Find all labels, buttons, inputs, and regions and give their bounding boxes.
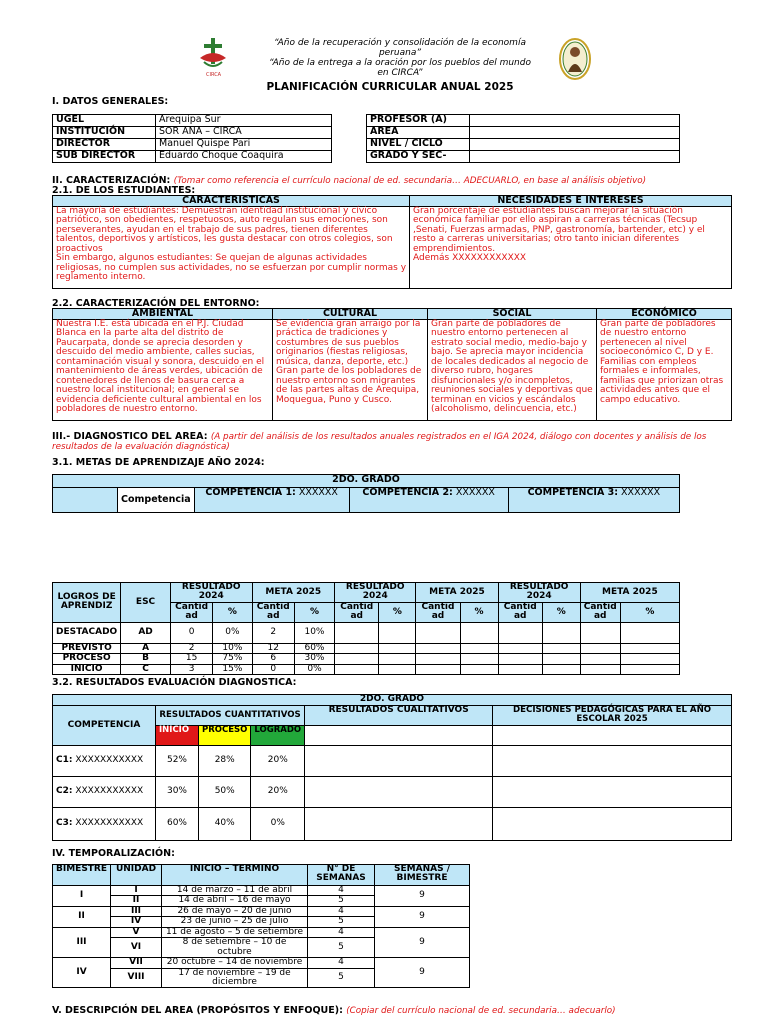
unidad-cell: II — [111, 896, 162, 906]
comp-code: C3: — [56, 818, 73, 829]
comp-name: XXXXXXXXXXX — [75, 818, 144, 829]
section-5-note: (Copiar del currículo nacional de ed. secundaria… adecuarlo) — [346, 1006, 616, 1016]
col-necesidades: NECESIDADES E INTERESES — [410, 196, 732, 207]
section-4-title: IV. TEMPORALIZACIÓN: — [52, 848, 175, 859]
comp-2-label: COMPETENCIA 2: — [362, 487, 453, 498]
motto-line-1: “Año de la recuperación y consolidación de la economía — [274, 38, 526, 48]
field-label: AREA — [367, 127, 470, 139]
dates-cell: 26 de mayo – 20 de junio — [162, 906, 308, 916]
decision-cell[interactable] — [493, 808, 732, 841]
weeks-cell: 5 — [308, 938, 375, 958]
caracteristicas-cell — [53, 207, 410, 289]
field-value: Manuel Quispe Pari — [156, 139, 332, 151]
competencia-cell — [53, 746, 156, 777]
cultural-text: Se evidencia gran arraigo por la práctica de tradiciones y costumbres de sus pueblos originarios (fiestas religiosas, música, danza, deporte, etc.) Gran parte de los pobladores de nuestro entorno son migrantes de las partes altas de Arequipa, Moquegua, Puno y Cusco. — [273, 320, 428, 421]
pct-header: % — [542, 602, 580, 622]
dates-cell: 14 de marzo – 11 de abril — [162, 886, 308, 896]
logro-name: INICIO — [53, 664, 121, 674]
logrado-value: 0% — [251, 808, 305, 841]
subsection-3-1: 3.1. METAS DE APRENDIZAJE AÑO 2024: — [52, 457, 265, 468]
necesidades-text-1: Gran porcentaje de estudiantes buscan mejorar la situación económica familiar por ello aspiran a carreras técnicas (Tecsup ,Senati, Fuerzas armadas, PNP, gastronomía, bartender, etc) y el resto a carreras universitarias; otro tanto inician diferentes emprendimientos. — [413, 206, 705, 254]
cualitativos-header: RESULTADOS CUALITATIVOS — [305, 706, 493, 726]
decision-cell[interactable] — [493, 746, 732, 777]
motto-line-2: peruana” — [378, 48, 422, 59]
section-5-title: V. DESCRIPCIÓN DEL AREA (PROPÓSITOS Y ENFOQUE): — [52, 1005, 343, 1016]
dates-cell: 23 de junio – 25 de julio — [162, 917, 308, 927]
comp-1-header — [194, 488, 349, 513]
table-row — [53, 664, 680, 674]
proceso-value: 28% — [199, 746, 251, 777]
logro-name: PROCESO — [53, 654, 121, 664]
table-row — [53, 906, 470, 916]
comp-code: C2: — [56, 786, 73, 797]
environment-table — [52, 308, 732, 421]
bim-weeks-cell: 9 — [375, 958, 470, 988]
general-data-left — [52, 114, 332, 163]
weeks-cell: 4 — [308, 958, 375, 968]
meta-pct: 0% — [294, 664, 334, 674]
inicio-label: INICIO — [159, 725, 190, 735]
section-3-heading — [52, 432, 732, 452]
comp-name: XXXXXXXXXXX — [75, 786, 144, 797]
competencia-cell — [53, 777, 156, 808]
meta-cant: 2 — [252, 622, 294, 643]
field-label: SUB DIRECTOR — [53, 151, 156, 163]
field-value: Eduardo Choque Coaquira — [156, 151, 332, 163]
pct-header: % — [460, 602, 498, 622]
proceso-value: 40% — [199, 808, 251, 841]
logro-esc: C — [121, 664, 171, 674]
cant-header: Cantid ad — [335, 602, 379, 622]
inicio-header — [156, 726, 199, 746]
bim-weeks-cell: 9 — [375, 886, 470, 907]
blank-cell — [53, 488, 118, 513]
unidad-cell: V — [111, 927, 162, 937]
table-row — [53, 808, 732, 841]
caracteristicas-text-2: Sin embargo, algunos estudiantes: Se quejan de algunas actividades religiosas, no cumplen sus actividades, no se esfuerzan por cumplir normas y reglamento interno. — [56, 253, 407, 283]
inicio-value: 30% — [156, 777, 199, 808]
meta-2025-header-2: META 2025 — [416, 583, 498, 603]
bimestre-header: BIMESTRE — [53, 865, 111, 886]
section-3-note: (A partir del análisis de los resultados anuales registrados en el IGA 2024, diálogo con docentes y análisis de los resultados de la evaluación diagnóstica) — [52, 432, 707, 453]
logrado-header: LOGRADO — [251, 726, 305, 746]
res-cant: 3 — [170, 664, 212, 674]
proceso-value: 50% — [199, 777, 251, 808]
dates-cell: 8 de setiembre – 10 de octubre — [162, 938, 308, 958]
meta-2025-header-3: META 2025 — [580, 583, 679, 603]
table-row — [53, 746, 732, 777]
logrado-value: 20% — [251, 746, 305, 777]
logros-header: LOGROS DE APRENDIZ — [53, 583, 121, 623]
students-table — [52, 195, 732, 289]
bimestre-cell: II — [53, 906, 111, 927]
res-cant: 15 — [170, 654, 212, 664]
res-pct: 15% — [213, 664, 252, 674]
cant-header: Cantid ad — [498, 602, 542, 622]
header-mottos — [240, 38, 560, 78]
meta-cant: 12 — [252, 643, 294, 653]
field-value[interactable] — [470, 139, 680, 151]
logro-name: PREVISTO — [53, 643, 121, 653]
comp-2-header — [349, 488, 508, 513]
logrado-value: 20% — [251, 777, 305, 808]
weeks-cell: 4 — [308, 927, 375, 937]
weeks-cell: 5 — [308, 968, 375, 988]
field-value[interactable] — [470, 151, 680, 163]
cant-header: Cantid ad — [252, 602, 294, 622]
saint-emblem — [559, 38, 591, 80]
bim-weeks-cell: 9 — [375, 906, 470, 927]
logro-name: DESTACADO — [53, 622, 121, 643]
inicio-value: 60% — [156, 808, 199, 841]
necesidades-text-2: Además XXXXXXXXXXXX — [413, 253, 527, 264]
dates-cell: 14 de abril – 16 de mayo — [162, 896, 308, 906]
unidad-cell: III — [111, 906, 162, 916]
table-row — [53, 886, 470, 896]
logo-text: CIRCA — [206, 72, 222, 78]
field-label: PROFESOR (A) — [367, 115, 470, 127]
social-text: Gran parte de pobladores de nuestro entorno pertenecen al estrato social medio, medio-bajo y bajo. Se aprecia mayor incidencia de locales dedicados al negocio de diverso rubro, hogares disfuncionales y/o incompletos, reuniones sociales y deportivas que terminan en vicios y escándalos (alcoholismo, delincuencia, etc.) — [428, 320, 597, 421]
schedule-table — [52, 864, 470, 988]
subsection-3-2: 3.2. RESULTADOS EVALUACIÓN DIAGNOSTICA: — [52, 677, 297, 688]
grado-label: 2DO. GRADO — [53, 695, 732, 706]
cant-header: Cantid ad — [416, 602, 460, 622]
inicio-termino-header: INICIO – TERMINO — [162, 865, 308, 886]
meta-pct: 60% — [294, 643, 334, 653]
decision-cell[interactable] — [493, 777, 732, 808]
meta-2025-header-1: META 2025 — [252, 583, 334, 603]
res-2024-header-1: RESULTADO 2024 — [170, 583, 252, 603]
table-row — [53, 654, 680, 664]
dates-cell: 17 de noviembre – 19 de diciembre — [162, 968, 308, 988]
cant-header: Cantid ad — [170, 602, 212, 622]
unidad-cell: VIII — [111, 968, 162, 988]
page-title: PLANIFICACIÓN CURRICULAR ANUAL 2025 — [266, 81, 514, 93]
cualitativo-cell[interactable] — [305, 808, 493, 841]
section-5-heading — [52, 1005, 732, 1016]
res-pct: 75% — [213, 654, 252, 664]
res-2024-header-2: RESULTADO 2024 — [335, 583, 416, 603]
semanas-header: N° DE SEMANAS — [308, 865, 375, 886]
dates-cell: 11 de agosto – 5 de setiembre — [162, 927, 308, 937]
meta-cant: 6 — [252, 654, 294, 664]
unidad-cell: IV — [111, 917, 162, 927]
grado-label: 2DO. GRADO — [53, 475, 680, 488]
meta-cant: 0 — [252, 664, 294, 674]
metas-competencias-table — [52, 474, 680, 513]
weeks-cell: 5 — [308, 917, 375, 927]
cualitativo-blank — [305, 726, 493, 746]
inicio-value: 52% — [156, 746, 199, 777]
cualitativo-cell[interactable] — [305, 746, 493, 777]
cualitativo-cell[interactable] — [305, 777, 493, 808]
bimestre-cell: III — [53, 927, 111, 957]
field-value: SOR ANA – CIRCA — [156, 127, 332, 139]
pct-header: % — [213, 602, 252, 622]
table-row — [53, 958, 470, 968]
comp-3-header — [508, 488, 679, 513]
meta-pct: 10% — [294, 622, 334, 643]
field-label: INSTITUCIÓN — [53, 127, 156, 139]
esc-header: ESC — [121, 583, 171, 623]
semanas-bimestre-header: SEMANAS / BIMESTRE — [375, 865, 470, 886]
unidad-cell: VI — [111, 938, 162, 958]
unidad-header: UNIDAD — [111, 865, 162, 886]
table-row — [53, 622, 680, 643]
comp-2-name: XXXXXX — [455, 487, 495, 498]
weeks-cell: 5 — [308, 896, 375, 906]
motto-line-3: “Año de la entrega a la oración por los pueblos del mundo — [269, 58, 531, 69]
logro-esc: A — [121, 643, 171, 653]
comp-name: XXXXXXXXXXX — [75, 755, 144, 766]
unidad-cell: VII — [111, 958, 162, 968]
res-cant: 0 — [170, 622, 212, 643]
table-row — [53, 777, 732, 808]
field-value[interactable] — [470, 115, 680, 127]
col-social: SOCIAL — [428, 309, 597, 320]
weeks-cell: 4 — [308, 906, 375, 916]
ambiental-text: Nuestra I.E. está ubicada en el P.J. Ciudad Blanca en la parte alta del distrito de Paucarpata, donde se aprecia desorden y descuido del medio ambiente, calles sucias, contaminación visual y sonora, descuido en el mantenimiento de áreas verdes, ubicación de contenedores de llenos de basura cerca a nuestro local institucional; en general se evidencia deficiente cultural ambiental en los pobladores de nuestro entorno. — [53, 320, 273, 421]
section-2-note: (Tomar como referencia el currículo nacional de ed. secundaria… ADECUARLO, en base al análisis objetivo) — [173, 176, 647, 186]
comp-3-name: XXXXXX — [621, 487, 661, 498]
res-pct: 10% — [213, 643, 252, 653]
res-pct: 0% — [213, 622, 252, 643]
bimestre-cell: IV — [53, 958, 111, 988]
meta-pct: 30% — [294, 654, 334, 664]
subsection-2-1: 2.1. DE LOS ESTUDIANTES: — [52, 185, 196, 196]
bimestre-cell: I — [53, 886, 111, 907]
economico-text: Gran parte de pobladores de nuestro entorno pertenecen al nivel socioeconómico C, D y E. Familias con empleos formales e informales, familias que priorizan otras actividades antes que el campo educativo. — [597, 320, 732, 421]
decision-blank — [493, 726, 732, 746]
comp-1-name: XXXXXX — [298, 487, 338, 498]
field-label: NIVEL / CICLO — [367, 139, 470, 151]
field-label: DIRECTOR — [53, 139, 156, 151]
cuantitativos-header: RESULTADOS CUANTITATIVOS — [156, 706, 305, 726]
col-economico: ECONÓMICO — [597, 309, 732, 320]
pct-header: % — [379, 602, 416, 622]
dates-cell: 20 octubre – 14 de noviembre — [162, 958, 308, 968]
section-2-title: II. CARACTERIZACIÓN: — [52, 175, 171, 186]
comp-3-label: COMPETENCIA 3: — [527, 487, 619, 498]
general-data-right — [366, 114, 680, 163]
decisiones-header: DECISIONES PEDAGÓGICAS PARA EL AÑO ESCOLAR 2025 — [493, 706, 732, 726]
subsection-2-2: 2.2. CARACTERIZACIÓN DEL ENTORNO: — [52, 298, 260, 309]
competencia-cell — [53, 808, 156, 841]
field-label: GRADO Y SEC- — [367, 151, 470, 163]
section-3-title: III.- DIAGNOSTICO DEL AREA: — [52, 431, 208, 442]
col-cultural: CULTURAL — [273, 309, 428, 320]
school-logo — [196, 36, 230, 80]
competencia-header: COMPETENCIA — [53, 706, 156, 746]
field-value[interactable] — [470, 127, 680, 139]
diagnostic-table — [52, 694, 732, 841]
comp-1-label: COMPETENCIA 1: — [205, 487, 296, 498]
weeks-cell: 4 — [308, 886, 375, 896]
field-value: Arequipa Sur — [156, 115, 332, 127]
motto-line-4: en CIRCA” — [377, 68, 423, 79]
competencia-label: Competencia — [118, 488, 195, 513]
col-ambiental: AMBIENTAL — [53, 309, 273, 320]
section-1-title: I. DATOS GENERALES: — [52, 96, 169, 107]
table-row — [53, 927, 470, 937]
proceso-header: PROCESO — [199, 726, 251, 746]
cant-header: Cantid ad — [580, 602, 620, 622]
bim-weeks-cell: 9 — [375, 927, 470, 957]
res-cant: 2 — [170, 643, 212, 653]
necesidades-cell — [410, 207, 732, 289]
logros-table — [52, 582, 680, 675]
logro-esc: AD — [121, 622, 171, 643]
pct-header: % — [620, 602, 679, 622]
col-caracteristicas: CARACTERISTICAS — [53, 196, 410, 207]
pct-header: % — [294, 602, 334, 622]
comp-code: C1: — [56, 755, 73, 766]
logro-esc: B — [121, 654, 171, 664]
caracteristicas-text-1: La mayoría de estudiantes: Demuestran identidad institucional y cívico patriótico, son obedientes, respetuosos, auto regulan sus emociones, son perseverantes, ayudan en el trabajo de sus padres, tienen diferentes talentos, deportivos y artísticos, les gusta destacar con otros colegios, son proactivos — [56, 206, 393, 254]
table-row — [53, 643, 680, 653]
field-label: UGEL — [53, 115, 156, 127]
unidad-cell: I — [111, 886, 162, 896]
res-2024-header-3: RESULTADO 2024 — [498, 583, 580, 603]
